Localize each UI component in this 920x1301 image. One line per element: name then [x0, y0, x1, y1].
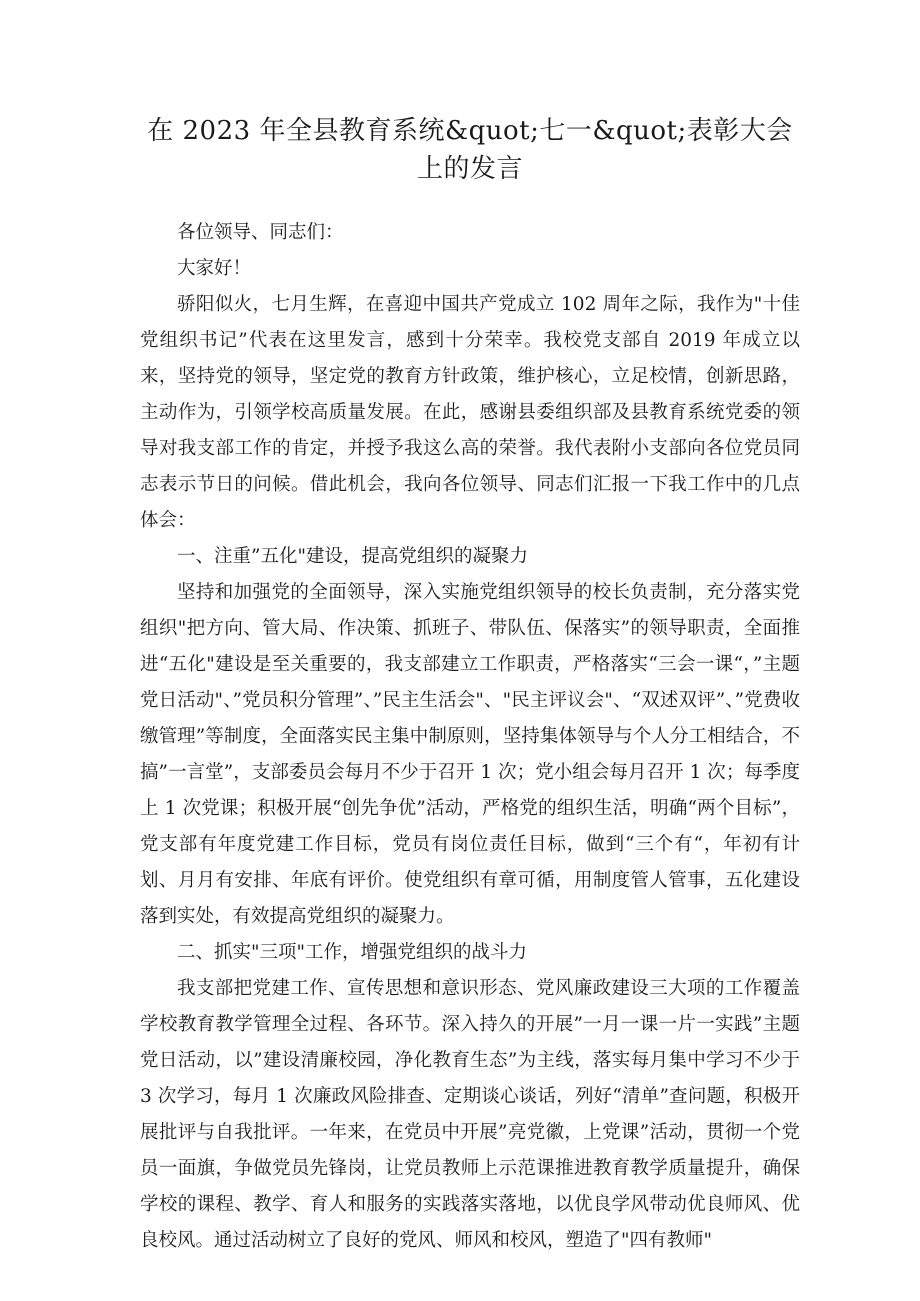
- section-heading-2: 二、抓实"三项"工作，增强党组织的战斗力: [177, 942, 528, 963]
- document-body: [140, 215, 800, 1259]
- salutation: 各位领导、同志们：: [177, 222, 344, 243]
- section-paragraph-2: 我支部把党建工作、宣传思想和意识形态、党风廉政建设三大项的工作覆盖学校教育教学管理全过程、各环节。深入持久的开展”一月一课一片一实践”主题党日活动，以”建设清廉校园，净化教育生态”为主线，落实每月集中学习不少于 3 次学习，每月 1 次廉政风险排查、定期谈心谈话，列好“清单”查问题，积极开展批评与自我批评。一年来，在党员中开展”亮党徽，上党课”活动，贯彻一个党员一面旗，争做党员先锋岗，让党员教师上示范课推进教育教学质量提升，确保学校的课程、教学、育人和服务的实践落实落地，以优良学风带动优良师风、优良校风。通过活动树立了良好的党风、师风和校风，塑造了"四有教师": [140, 978, 800, 1251]
- intro-paragraph: 骄阳似火，七月生辉，在喜迎中国共产党成立 102 周年之际，我作为"十佳党组织书记”代表在这里发言，感到十分荣幸。我校党支部自 2019 年成立以来，坚持党的领导，坚定党的教育方针政策，维护核心，立足校情，创新思路，主动作为，引领学校高质量发展。在此，感谢县委组织部及县教育系统党委的领导对我支部工作的肯定，并授予我这么高的荣誉。我代表附小支部向各位党员同志表示节日的问候。借此机会，我向各位领导、同志们汇报一下我工作中的几点体会：: [140, 294, 800, 531]
- section-heading-1: 一、注重”五化"建设，提高党组织的凝聚力: [177, 546, 528, 567]
- greeting: 大家好！: [177, 258, 252, 279]
- section-paragraph-1: 坚持和加强党的全面领导，深入实施党组织领导的校长负责制，充分落实党组织"把方向、管大局、作决策、抓班子、带队伍、保落实”的领导职责，全面推进“五化"建设是至关重要的，我支部建立工作职责，严格落实“三会一课“，”主题党日活动"、”党员积分管理”、”民主生活会"、"民主评议会"、“双述双评”、”党费收缴管理”等制度，全面落实民主集中制原则，坚持集体领导与个人分工相结合，不搞”一言堂”，支部委员会每月不少于召开 1 次；党小组会每月召开 1 次；每季度上 1 次党课；积极开展“创先争优”活动，严格党的组织生活，明确“两个目标”，党支部有年度党建工作目标，党员有岗位责任目标，做到“三个有“，年初有计划、月月有安排、年底有评价。使党组织有章可循，用制度管人管事，五化建设落到实处，有效提高党组织的凝聚力。: [140, 582, 800, 927]
- document-title: 在 2023 年全县教育系统&quot;七一&quot;表彰大会上的发言: [147, 116, 793, 184]
